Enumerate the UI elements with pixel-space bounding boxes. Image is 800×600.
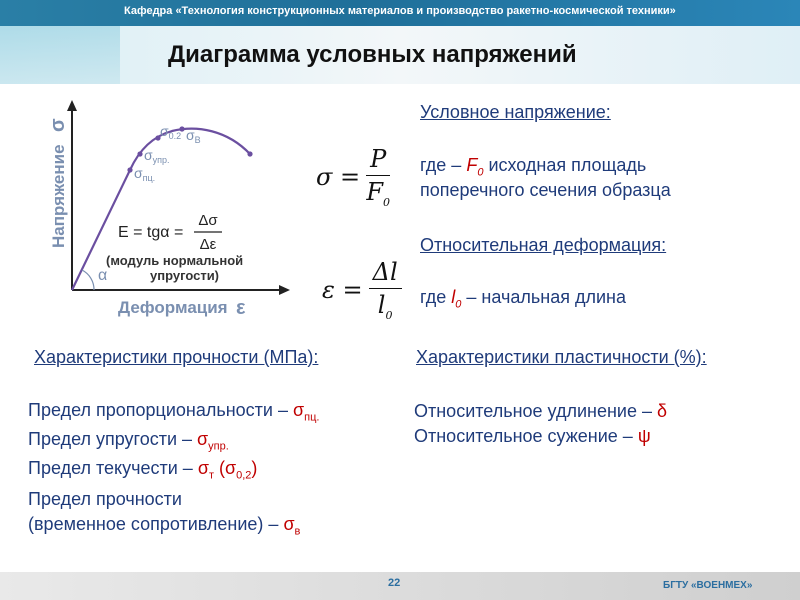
- plasticity-title: Характеристики пластичности (%):: [416, 347, 707, 367]
- label-sigma-02: $\sigma_{0.2}$: [160, 123, 182, 141]
- stress-formula: [316, 145, 390, 209]
- x-axis-symbol: ε: [236, 297, 246, 319]
- label-sigma-upr: $\sigma_{упр.}$: [144, 147, 170, 165]
- strength-title: Характеристики прочности (МПа):: [34, 347, 319, 367]
- strain-formula-lhs: ε =: [322, 275, 363, 304]
- label-sigma-pc: $\sigma_{пц.}$: [134, 165, 156, 183]
- rel-def-title: Относительная деформация:: [420, 235, 667, 255]
- stress-formula-den: F: [366, 178, 384, 206]
- stress-strain-diagram: [22, 98, 292, 328]
- sigma-pc-symbol: $\sigma_{пц.}$: [293, 400, 320, 424]
- point-elastic: [137, 151, 142, 156]
- strain-formula-den-sub: 0: [385, 308, 393, 322]
- y-axis-symbol: σ: [47, 118, 69, 132]
- delta-symbol: δ: [656, 401, 668, 421]
- stress-fraction: [366, 145, 390, 209]
- strain-note: [420, 287, 626, 311]
- stress-note-pre: где –: [420, 155, 462, 175]
- x-axis-arrow: [279, 285, 290, 295]
- page-title: Диаграмма условных напряжений: [168, 41, 577, 68]
- strain-formula: [322, 258, 402, 322]
- cond-stress-title: Условное напряжение:: [420, 102, 611, 122]
- sigma-b-symbol: $\sigma_в$: [283, 514, 301, 538]
- strength-item-ultimate-line2: (временное сопротивление) – $\sigma_в$: [28, 514, 301, 538]
- university-name: БГТУ «ВОЕНМЕХ»: [663, 580, 753, 591]
- x-axis-label: Деформация: [118, 298, 228, 317]
- strain-fraction: [369, 258, 402, 322]
- label-sigma-b: $\sigma_B$: [186, 127, 201, 145]
- stress-formula-num: P: [366, 145, 390, 176]
- y-axis-label: Напряжение: [49, 144, 68, 248]
- modulus-note-line2: упругости): [150, 268, 220, 283]
- strain-note-post: – начальная длина: [461, 287, 626, 307]
- stress-note-post: исходная площадь: [483, 155, 647, 175]
- stress-formula-lhs: σ =: [316, 162, 361, 191]
- plasticity-item-reduction: Относительное сужение – ψ: [414, 426, 651, 446]
- strength-item-proportional: Предел пропорциональности – $\sigma_{пц.}$: [28, 400, 320, 424]
- strength-item-yield: Предел текучести – $\sigma_т$ $(\sigma_{0,2})$: [28, 458, 258, 482]
- modulus-den: Δε: [199, 236, 217, 253]
- plasticity-item-elongation: Относительное удлинение – δ: [414, 401, 668, 421]
- point-fracture: [247, 151, 252, 156]
- strength-item-ultimate: Предел прочности: [28, 489, 182, 509]
- modulus-num: Δσ: [198, 212, 218, 229]
- psi-symbol: ψ: [637, 426, 651, 446]
- sigma-upr-symbol: $\sigma_{упр.}$: [197, 429, 229, 453]
- alpha-arc: [82, 270, 94, 290]
- strain-note-pre: где: [420, 287, 447, 307]
- page-number: 22: [388, 577, 401, 589]
- point-proportional: [127, 167, 132, 172]
- alpha-label: α: [98, 267, 108, 284]
- strain-note-var: $l_0$: [451, 287, 462, 311]
- stress-formula-den-sub: 0: [383, 195, 391, 209]
- modulus-lhs: E = tgα =: [118, 224, 184, 241]
- sigma-t-symbol: $\sigma_т$ $(\sigma_{0,2})$: [197, 458, 258, 482]
- stress-note-line1: [420, 155, 646, 179]
- y-axis-arrow: [67, 100, 77, 111]
- stress-note-var: $F_0$: [466, 155, 484, 179]
- strain-formula-den: l: [377, 291, 386, 319]
- strength-item-elastic: Предел упругости – $\sigma_{упр.}$: [28, 429, 229, 453]
- department-title: Кафедра «Технология конструкционных материалов и производство ракетно-космической техники»: [124, 5, 676, 17]
- modulus-note-line1: (модуль нормальной: [106, 253, 244, 268]
- stress-note-line2: поперечного сечения образца: [420, 180, 671, 200]
- strain-formula-num: Δl: [369, 258, 402, 289]
